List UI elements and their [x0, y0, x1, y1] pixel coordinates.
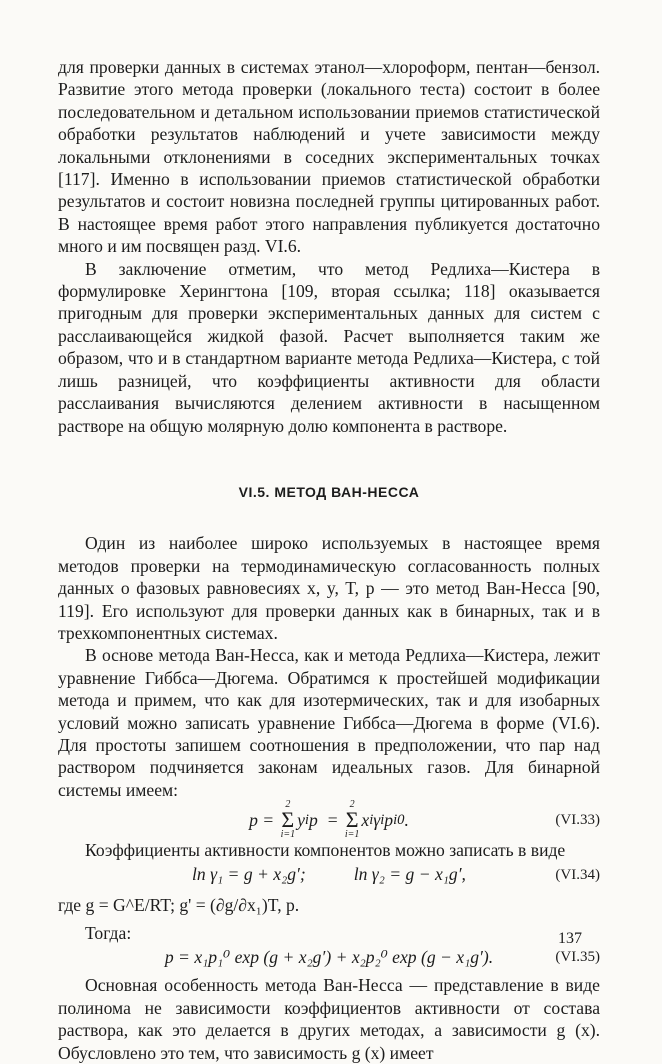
sum-symbol: 2 Σ i=1 — [280, 799, 296, 841]
paragraph-5: Коэффициенты активности компонентов можно записать в виде — [85, 840, 566, 861]
paragraph-7: Тогда: — [85, 923, 132, 943]
section-heading: VI.5. МЕТОД ВАН-НЕССА — [238, 483, 420, 500]
equation-number-vi34: (VI.34) — [555, 866, 600, 883]
equation-number-vi35: (VI.35) — [555, 949, 600, 966]
paragraph-3: Один из наиболее широко используемых в настоящее время методов проверки на термодинамическую согласованность полных данных о фазовых равновесиях x, y, T, p — это метод Ван-Несса [90, 119]. Его используют для проверки данных как в бинарных, так и в трехкомпонентных системах. — [58, 533, 600, 643]
page-number: 137 — [558, 930, 582, 947]
paragraph-6: где g = G^E/RT; g' = (∂g/∂x₁)T, p. — [58, 894, 300, 915]
paragraph-1: для проверки данных в системах этанол—хлороформ, пентан—бензол. Развитие этого метода проверки (локального теста) состоит в более последовательном и детальном использовании приемов статистической обработки результатов наблюдений и учете зависимости между локальными отклонениями в соседних экспериментальных точках [117]. Именно в использовании приемов статистической обработки результатов и состоит новизна последней группы цитированных работ. В настоящее время работ этого направления публикуется достаточно много и им посвящен разд. VI.6. — [58, 57, 600, 257]
equation-number-vi33: (VI.33) — [555, 811, 600, 828]
text-body — [58, 56, 600, 1064]
equation-vi34: ln γ₁ = g + x₂g′; ln γ₂ = g − x₁g′, (VI.34) — [192, 864, 600, 885]
paragraph-4: В основе метода Ван-Несса, как и метода Редлиха—Кистера, лежит уравнение Гиббса—Дюгема. Обратимся к простейшей модификации метода и примем, что как для изотермических, так и для изобарных условий можно записать уравнение Гиббса—Дюгема в форме (VI.6). Для простоты запишем соотношения в предположении, что пар над раствором подчиняется законам идеальных газов. Для бинарной системы имеем: — [58, 645, 600, 800]
equation-vi33: p = 2 Σ i=1 y i p = 2 Σ i=1 x i γ i p i 0 . (VI.33) — [249, 799, 600, 841]
paragraph-8: Основная особенность метода Ван-Несса — представление в виде полинома не зависимости коэффициентов активности от состава раствора, как это делается в других методах, а зависимости g (x). Обусловлено это тем, что зависимость g (x) имеет — [58, 975, 600, 1063]
paragraph-2: В заключение отметим, что метод Редлиха—Кистера в формулировке Херингтона [109, вторая ссылка; 118] оказывается пригодным для проверки экспериментальных данных для систем с расслаивающейся жидкой фазой. Расчет выполняется таким же образом, что и в стандартном варианте метода Редлиха—Кистера, с той лишь разницей, что коэффициенты активности для области расслаивания вычисляются делением активности в насыщенном растворе на общую молярную долю компонента в растворе. — [58, 258, 600, 436]
sum-symbol-2: 2 Σ i=1 — [344, 799, 360, 841]
equation-vi35: p = x₁p₁⁰ exp (g + x₂g′) + x₂p₂⁰ exp (g − x₁g′). (VI.35) — [164, 947, 600, 968]
